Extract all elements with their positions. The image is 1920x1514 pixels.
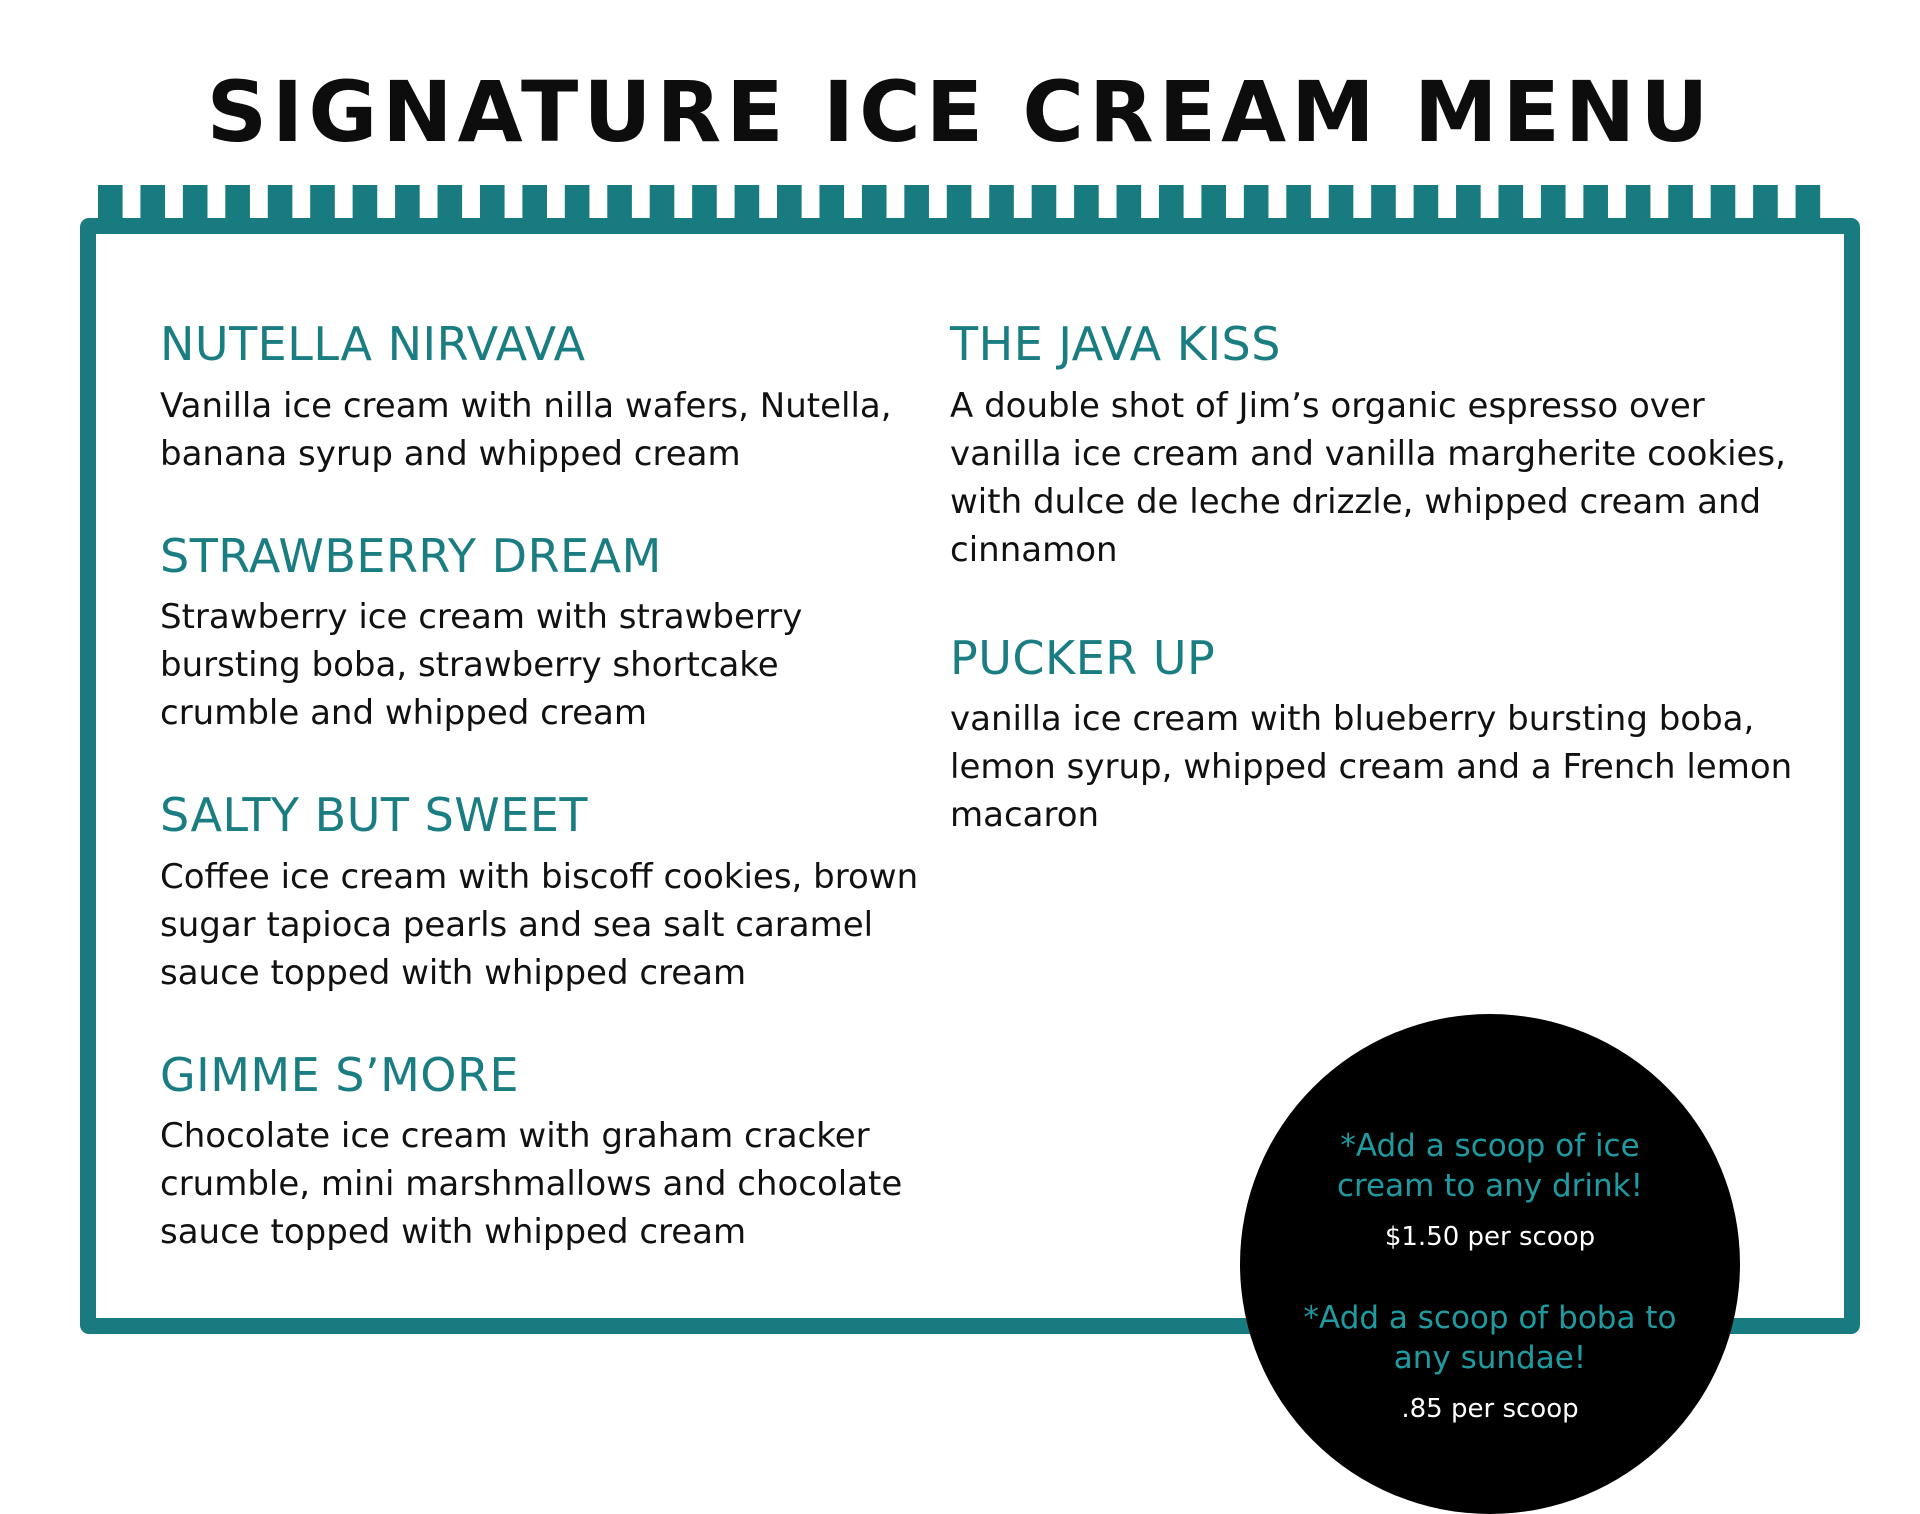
menu-title: SIGNATURE ICE CREAM MENU (206, 63, 1714, 161)
addon-ice-cream-price: $1.50 per scoop (1384, 1222, 1596, 1252)
item-name: THE JAVA KISS (950, 317, 1281, 371)
item-name: GIMME S’MORE (160, 1047, 520, 1102)
menu-item-nutella-nirvava (160, 316, 920, 478)
addon-boba-heading: *Add a scoop of boba to any sundae! (1303, 1300, 1677, 1376)
item-name: PUCKER UP (950, 630, 1216, 685)
addon-circle (1240, 1014, 1740, 1514)
item-name: STRAWBERRY DREAM (160, 528, 662, 583)
item-description: Coffee ice cream with biscoff cookies, brown sugar tapioca pearls and sea salt caramel sauce topped with whipped cream (160, 856, 919, 993)
menu-item-gimme-smore (160, 1047, 920, 1257)
menu-column-left (160, 316, 920, 1306)
menu-item-strawberry-dream (160, 528, 920, 738)
addon-boba-price: .85 per scoop (1401, 1394, 1579, 1424)
item-description: Strawberry ice cream with strawberry bursting boba, strawberry shortcake crumble and whipped cream (160, 597, 803, 733)
item-description: Chocolate ice cream with graham cracker crumble, mini marshmallows and chocolate sauce topped with whipped cream (160, 1116, 903, 1252)
addon-ice-cream-heading: *Add a scoop of ice cream to any drink! (1336, 1128, 1644, 1204)
menu-item-pucker-up (950, 630, 1820, 840)
menu-item-salty-but-sweet (160, 787, 920, 997)
item-description: vanilla ice cream with blueberry bursting boba, lemon syrup, whipped cream and a French lemon macaron (950, 699, 1793, 835)
menu-item-the-java-kiss (950, 316, 1820, 574)
item-name: NUTELLA NIRVAVA (160, 317, 586, 371)
menu-column-right (950, 316, 1820, 895)
item-name: SALTY BUT SWEET (160, 788, 588, 842)
menu-frame (80, 218, 1860, 1424)
item-description: Vanilla ice cream with nilla wafers, Nutella, banana syrup and whipped cream (160, 385, 892, 474)
item-description: A double shot of Jim’s organic espresso over vanilla ice cream and vanilla margherite cookies, with dulce de leche drizzle, whipped cream and cinnamon (950, 385, 1786, 570)
